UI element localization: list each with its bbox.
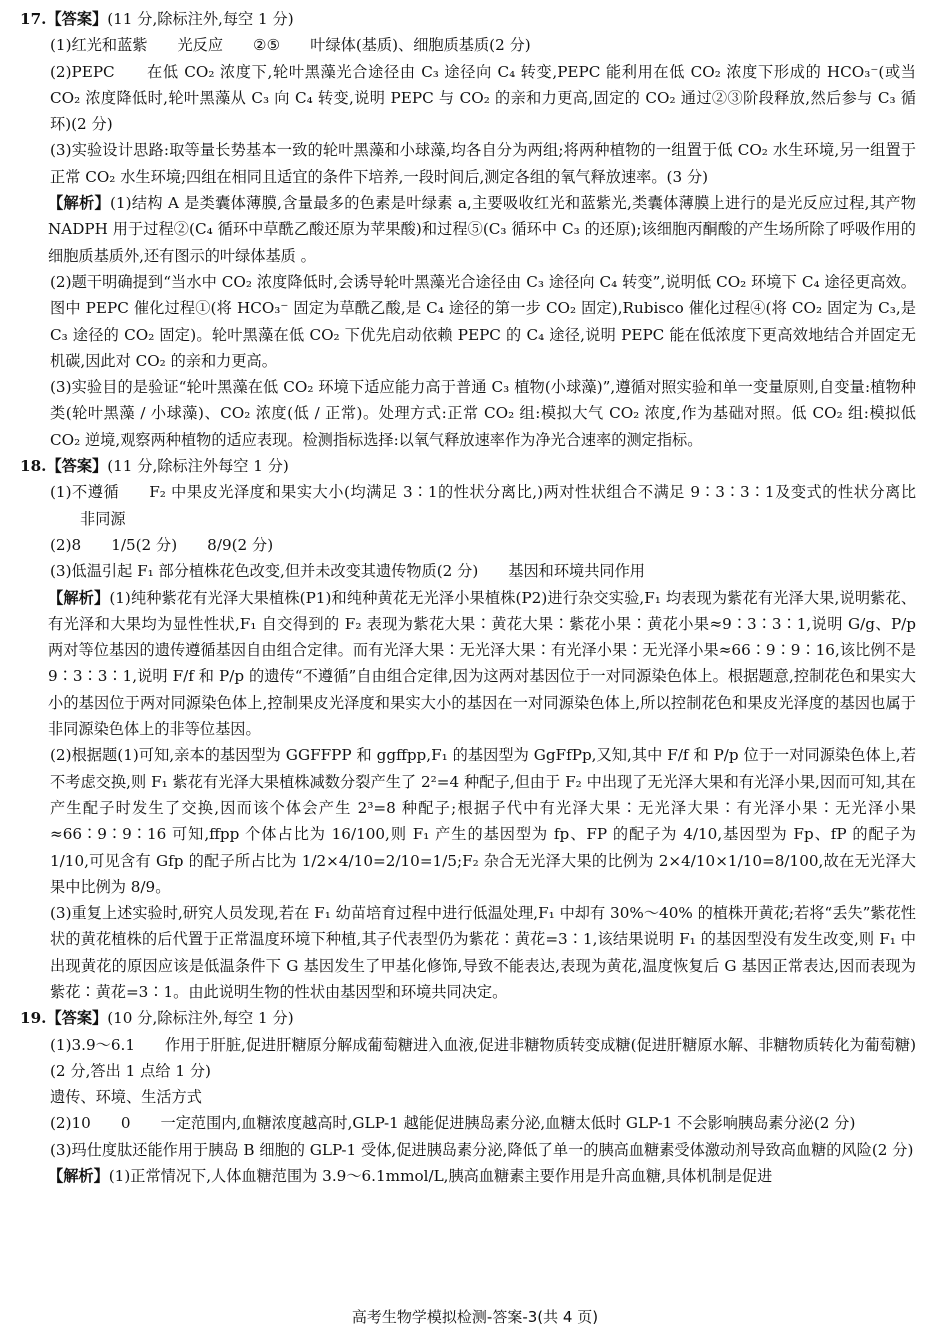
q18-header (20, 453, 916, 479)
q17-answer-2: (2)PEPC 在低 CO₂ 浓度下,轮叶黑藻光合途径由 C₃ 途径向 C₄ 转变,PEPC 能利用在低 CO₂ 浓度下形成的 HCO₃⁻(或当 CO₂ 浓度降低时,轮叶黑藻从 C₃ 向 C₄ 转变,说明 PEPC 与 CO₂ 的亲和力更高,固定的 CO₂ 通过②③阶段释放,然后参与 C₃ 循环)(2 分) (50, 62, 916, 134)
q17-analysis-1: 【解析】(1)结构 A 是类囊体薄膜,含量最多的色素是叶绿素 a,主要吸收红光和蓝紫光,类囊体薄膜上进行的是光反应过程,其产物 NADPH 用于过程②(C₄ 循环中草酰乙酸还原为苹果酸)和过程⑤(C₃ 循环中 C₃ 的还原);该细胞丙酮酸的产生场所除了呼吸作用的细胞质基质外,还有图示的叶绿体基质 。 (48, 194, 916, 265)
q18-analysis-2: (2)根据题(1)可知,亲本的基因型为 GGFFPP 和 ggffpp,F₁ 的基因型为 GgFfPp,又知,其中 F/f 和 P/p 位于一对同源染色体上,若不考虑交换,则 F₁ 紫花有光泽大果植株减数分裂产生了 2²=4 种配子,但由于 F₂ 中出现了无光泽大果和有光泽小果,因而可知,其在产生配子时发生了交换,因而该个体会产生 2³=8 种配子;根据子代中有光泽大果∶无光泽大果∶有光泽小果∶无光泽小果≈66∶9∶9∶16 可知,ffpp 个体占比为 16/100,则 F₁ 产生的基因型为 fp、FP 的配子为 4/10,基因型为 Fp、fP 的配子为 1/10,可见含有 Gfp 的配子所占比为 1/2×4/10=2/10=1/5;F₂ 杂合无光泽大果的比例为 2×4/10×1/10=8/100,故在无光泽大果中比例为 8/9。 (50, 746, 916, 896)
q17-analysis-3: (3)实验目的是验证“轮叶黑藻在低 CO₂ 环境下适应能力高于普通 C₃ 植物(小球藻)”,遵循对照实验和单一变量原则,自变量:植物种类(轮叶黑藻 / 小球藻)、CO₂ 浓度(低 / 正常)。处理方式:正常 CO₂ 组:模拟大气 CO₂ 浓度,作为基础对照。低 CO₂ 组:模拟低 CO₂ 逆境,观察两种植物的适应表现。检测指标选择:以氧气释放速率作为净光合速率的测定指标。 (50, 378, 916, 449)
q19-score-note: (10 分,除标注外,每空 1 分) (107, 1009, 294, 1028)
q19-answer-1-line2: 遗传、环境、生活方式 (50, 1088, 202, 1107)
q19-analysis-tag: 【解析】 (48, 1167, 109, 1186)
question-18 (20, 453, 916, 1005)
q17-number: 17. (20, 10, 47, 28)
q18-number: 18. (20, 457, 47, 476)
q18-answer-3: (3)低温引起 F₁ 部分植株花色改变,但并未改变其遗传物质(2 分) 基因和环境共同作用 (50, 562, 645, 581)
q17-analysis-2: (2)题干明确提到“当水中 CO₂ 浓度降低时,会诱导轮叶黑藻光合途径由 C₃ 途径向 C₄ 转变”,说明低 CO₂ 环境下 C₄ 途径更高效。图中 PEPC 催化过程①(将 HCO₃⁻ 固定为草酰乙酸,是 C₄ 途径的第一步 CO₂ 固定),Rubisco 催化过程④(将 CO₂ 固定为 C₃,是 C₃ 途径的 CO₂ 固定)。轮叶黑藻在低 CO₂ 下优先启动依赖 PEPC 的 C₄ 途径,说明 PEPC 能在低浓度下更高效地结合并固定无机碳,因此对 CO₂ 的亲和力更高。 (50, 272, 916, 370)
q19-number: 19. (20, 1009, 47, 1028)
q18-analysis-tag: 【解析】 (48, 588, 110, 607)
question-17 (20, 6, 916, 453)
q19-header (20, 1005, 916, 1031)
q17-header (20, 6, 916, 32)
q17-answer-1: (1)红光和蓝紫 光反应 ②⑤ 叶绿体(基质)、细胞质基质(2 分) (50, 36, 531, 55)
q17-score-note: (11 分,除标注外,每空 1 分) (107, 10, 294, 28)
q17-answer-3: (3)实验设计思路:取等量长势基本一致的轮叶黑藻和小球藻,均各自分为两组;将两种植物的一组置于低 CO₂ 水生环境,另一组置于正常 CO₂ 水生环境;四组在相同且适宜的条件下培养,一段时间后,测定各组的氧气释放速率。(3 分) (50, 141, 916, 186)
q18-analysis-1: 【解析】(1)纯种紫花有光泽大果植株(P1)和纯种黄花无光泽小果植株(P2)进行杂交实验,F₁ 均表现为紫花有光泽大果,说明紫花、有光泽和大果均为显性性状,F₁ 自交得到的 F₂ 表现为紫花大果∶黄花大果∶紫花小果∶黄花小果≈9∶3∶3∶1,说明 G/g、P/p 两对等位基因的遗传遵循基因自由组合定律。而有光泽大果∶无光泽大果∶有光泽小果∶无光泽小果≈66∶9∶9∶16,该比例不是 9∶3∶3∶1,说明 F/f 和 P/p 的遗传“不遵循”自由组合定律,因为这两对基因位于一对同源染色体上。根据题意,控制花色和果实大小的基因位于两对同源染色体上,控制果皮光泽度和果实大小的基因在一对同源染色体上,所以控制花色和果皮光泽度的基因也属于非同源染色体上的非等位基因。 (48, 588, 917, 739)
question-19 (20, 1005, 916, 1189)
q17-answer-tag: 【答案】 (46, 10, 108, 28)
q19-answer-3: (3)玛仕度肽还能作用于胰岛 B 细胞的 GLP-1 受体,促进胰岛素分泌,降低了单一的胰高血糖素受体激动剂导致高血糖的风险(2 分) (50, 1140, 914, 1159)
q19-answer-1: (1)3.9～6.1 作用于肝脏,促进肝糖原分解成葡萄糖进入血液,促进非糖物质转变成糖(促进肝糖原水解、非糖物质转化为葡萄糖)(2 分,答出 1 点给 1 分) (50, 1035, 916, 1080)
q19-analysis-1: 【解析】(1)正常情况下,人体血糖范围为 3.9～6.1mmol/L,胰高血糖素主要作用是升高血糖,具体机制是促进 (48, 1167, 773, 1186)
q18-answer-2: (2)8 1/5(2 分) 8/9(2 分) (50, 535, 274, 554)
q19-answer-tag: 【答案】 (46, 1009, 108, 1028)
q18-analysis-3: (3)重复上述实验时,研究人员发现,若在 F₁ 幼苗培育过程中进行低温处理,F₁ 中却有 30%～40% 的植株开黄花;若将“丢失”紫花性状的黄花植株的后代置于正常温度环境下种植,其子代表型仍为紫花∶黄花=3∶1,该结果说明 F₁ 的基因型没有发生改变,则 F₁ 中出现黄花的原因应该是低温条件下 G 基因发生了甲基化修饰,导致不能表达,表现为黄花,温度恢复后 G 基因正常表达,因而表现为紫花∶黄花=3∶1。由此说明生物的性状由基因型和环境共同决定。 (50, 904, 916, 1001)
q19-answer-2: (2)10 0 一定范围内,血糖浓度越高时,GLP-1 越能促进胰岛素分泌,血糖太低时 GLP-1 不会影响胰岛素分泌(2 分) (50, 1114, 856, 1133)
q17-analysis-tag: 【解析】 (48, 194, 110, 213)
q18-score-note: (11 分,除标注外每空 1 分) (107, 457, 289, 476)
q18-answer-tag: 【答案】 (46, 457, 108, 476)
q18-answer-1: (1)不遵循 F₂ 中果皮光泽度和果实大小(均满足 3∶1的性状分离比,)两对性状组合不满足 9∶3∶3∶1及变式的性状分离比非同源 (50, 483, 917, 528)
page-footer: 高考生物学模拟检测-答案-3(共 4 页) (351, 1307, 599, 1326)
